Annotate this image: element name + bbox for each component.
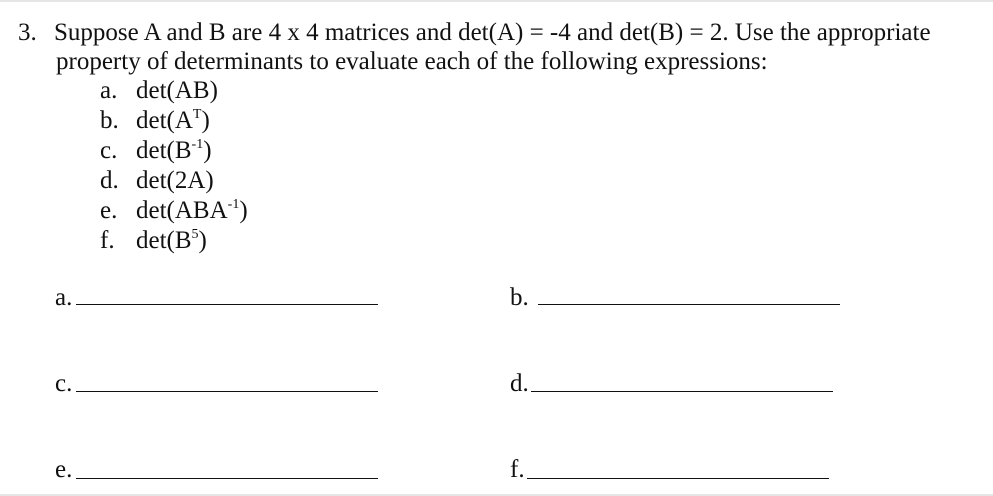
answer-d-blank[interactable]: [531, 391, 833, 392]
expression-superscript: 5: [191, 227, 199, 242]
answer-f-blank[interactable]: [527, 478, 829, 479]
answer-a-label: a.: [55, 284, 73, 311]
answer-d-label: d.: [510, 370, 529, 397]
expression-item-c: [100, 136, 248, 166]
prompt-line-1: [18, 18, 978, 47]
answer-b-blank[interactable]: [538, 304, 840, 305]
answer-e-label: e.: [55, 456, 73, 483]
expression-tail: ): [203, 137, 212, 164]
answer-b-label: b.: [510, 284, 529, 311]
expression-text: det(ABA: [136, 197, 228, 224]
expression-letter: f.: [100, 227, 115, 254]
expression-item-f: [100, 226, 248, 256]
expression-text: det(B: [136, 137, 192, 164]
expression-item-b: [100, 106, 248, 136]
expression-superscript: -1: [227, 197, 240, 212]
expression-item-e: [100, 196, 248, 226]
answer-a-blank[interactable]: [76, 304, 378, 305]
expression-item-d: [100, 166, 248, 196]
expression-tail: ): [239, 197, 248, 224]
expression-letter: b.: [100, 107, 119, 134]
problem-statement: [18, 18, 978, 76]
problem-number: 3.: [18, 19, 37, 46]
expression-letter: e.: [100, 197, 118, 224]
expression-text: det(AB): [136, 77, 218, 104]
prompt-line-2: property of determinants to evaluate each of the following expressions:: [56, 48, 768, 75]
top-border: [0, 0, 993, 2]
answer-f-label: f.: [510, 456, 525, 483]
answer-c-blank[interactable]: [76, 391, 378, 392]
expression-text: det(2A): [136, 167, 214, 194]
expression-tail: ): [201, 107, 210, 134]
expression-letter: d.: [100, 167, 119, 194]
expression-letter: a.: [100, 77, 118, 104]
answer-c-label: c.: [55, 370, 73, 397]
expression-list: [100, 76, 248, 256]
expression-text: det(B: [136, 227, 192, 254]
expression-letter: c.: [100, 137, 118, 164]
expression-text: det(A: [136, 107, 193, 134]
prompt-text-1: Suppose A and B are 4 x 4 matrices and det(A) = -4 and det(B) = 2. Use the appropriate: [54, 19, 931, 46]
expression-item-a: [100, 76, 248, 106]
answer-e-blank[interactable]: [76, 478, 378, 479]
expression-tail: ): [198, 227, 207, 254]
expression-superscript: T: [192, 107, 202, 122]
expression-superscript: -1: [191, 137, 204, 152]
